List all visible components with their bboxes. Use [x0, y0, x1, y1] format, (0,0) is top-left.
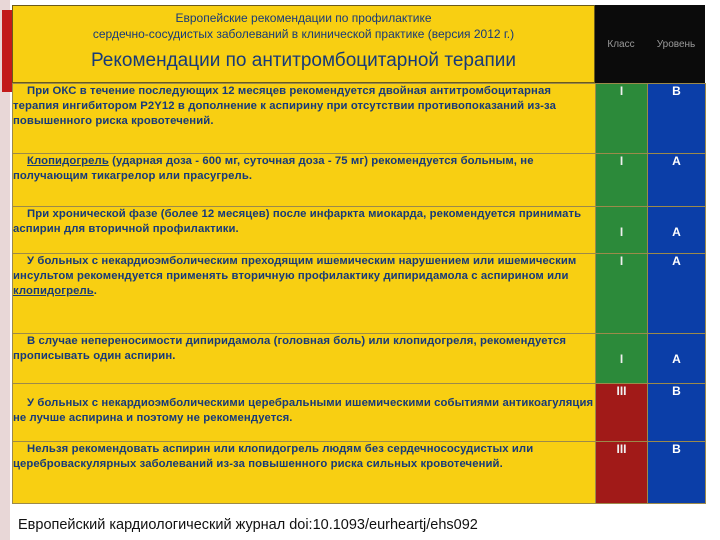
- table-row: [13, 207, 706, 254]
- level-cell: A: [648, 334, 706, 384]
- recommendation-text: В случае непереносимости дипиридамола (головная боль) или клопидогреля, рекомендуется прописывать один аспирин.: [13, 334, 596, 384]
- class-cell: I: [596, 254, 648, 334]
- table-row: [13, 84, 706, 154]
- level-cell: B: [648, 442, 706, 504]
- level-cell: A: [648, 207, 706, 254]
- page-title: Рекомендации по антитромбоцитарной терапии: [90, 50, 517, 71]
- recommendation-text: При хронической фазе (более 12 месяцев) после инфаркта миокарда, рекомендуется принимать аспирин для вторичной профилактики.: [13, 207, 596, 254]
- level-cell: B: [648, 84, 706, 154]
- journal-reference: Европейский кардиологический журнал doi:10.1093/eurheartj/ehs092: [18, 517, 478, 533]
- table-row: [13, 334, 706, 384]
- header-line-2: сердечно-сосудистых заболеваний в клинической практике (версия 2012 г.): [92, 27, 515, 41]
- recommendation-text: Клопидогрель (ударная доза - 600 мг, суточная доза - 75 мг) рекомендуется больным, не получающим тикагрелор или прасугрель.: [13, 154, 596, 207]
- class-cell: I: [596, 84, 648, 154]
- recommendation-text: У больных с некардиоэмболическим преходящим ишемическим нарушением или ишемическим инсультом рекомендуется применять вторичную профилактику дипиридамола с аспирином или клопидогрель.: [13, 254, 596, 334]
- class-cell: I: [596, 334, 648, 384]
- class-cell: I: [596, 154, 648, 207]
- class-column-header: Класс: [595, 5, 647, 83]
- table-row: [13, 442, 706, 504]
- table-row: [13, 154, 706, 207]
- header-subtitle: [13, 10, 594, 42]
- recommendation-text: При ОКС в течение последующих 12 месяцев рекомендуется двойная антитромбоцитарная терапия ингибитором P2Y12 в дополнение к аспирину при отсутствии противопоказаний из-за повышенного риска кровотечений.: [13, 84, 596, 154]
- class-cell: I: [596, 207, 648, 254]
- recommendation-text: У больных с некардиоэмболическими церебральными ишемическими событиями антикоагуляция не лучше аспирина и поэтому не рекомендуется.: [13, 384, 596, 442]
- class-cell: III: [596, 384, 648, 442]
- recommendations-table: [12, 83, 706, 504]
- header-line-1: Европейские рекомендации по профилактике: [175, 11, 432, 25]
- header-box: [12, 5, 595, 83]
- level-cell: A: [648, 154, 706, 207]
- drug-name-link: клопидогрель: [13, 285, 94, 297]
- level-cell: B: [648, 384, 706, 442]
- class-cell: III: [596, 442, 648, 504]
- level-column-header: Уровень: [647, 5, 705, 83]
- level-cell: A: [648, 254, 706, 334]
- recommendation-text: Нельзя рекомендовать аспирин или клопидогрель людям без сердечнососудистых или цереброваскулярных заболеваний из-за повышенного риска сильных кровотечений.: [13, 442, 596, 504]
- table-row: [13, 254, 706, 334]
- drug-name-link: Клопидогрель: [27, 155, 109, 167]
- table-row: [13, 384, 706, 442]
